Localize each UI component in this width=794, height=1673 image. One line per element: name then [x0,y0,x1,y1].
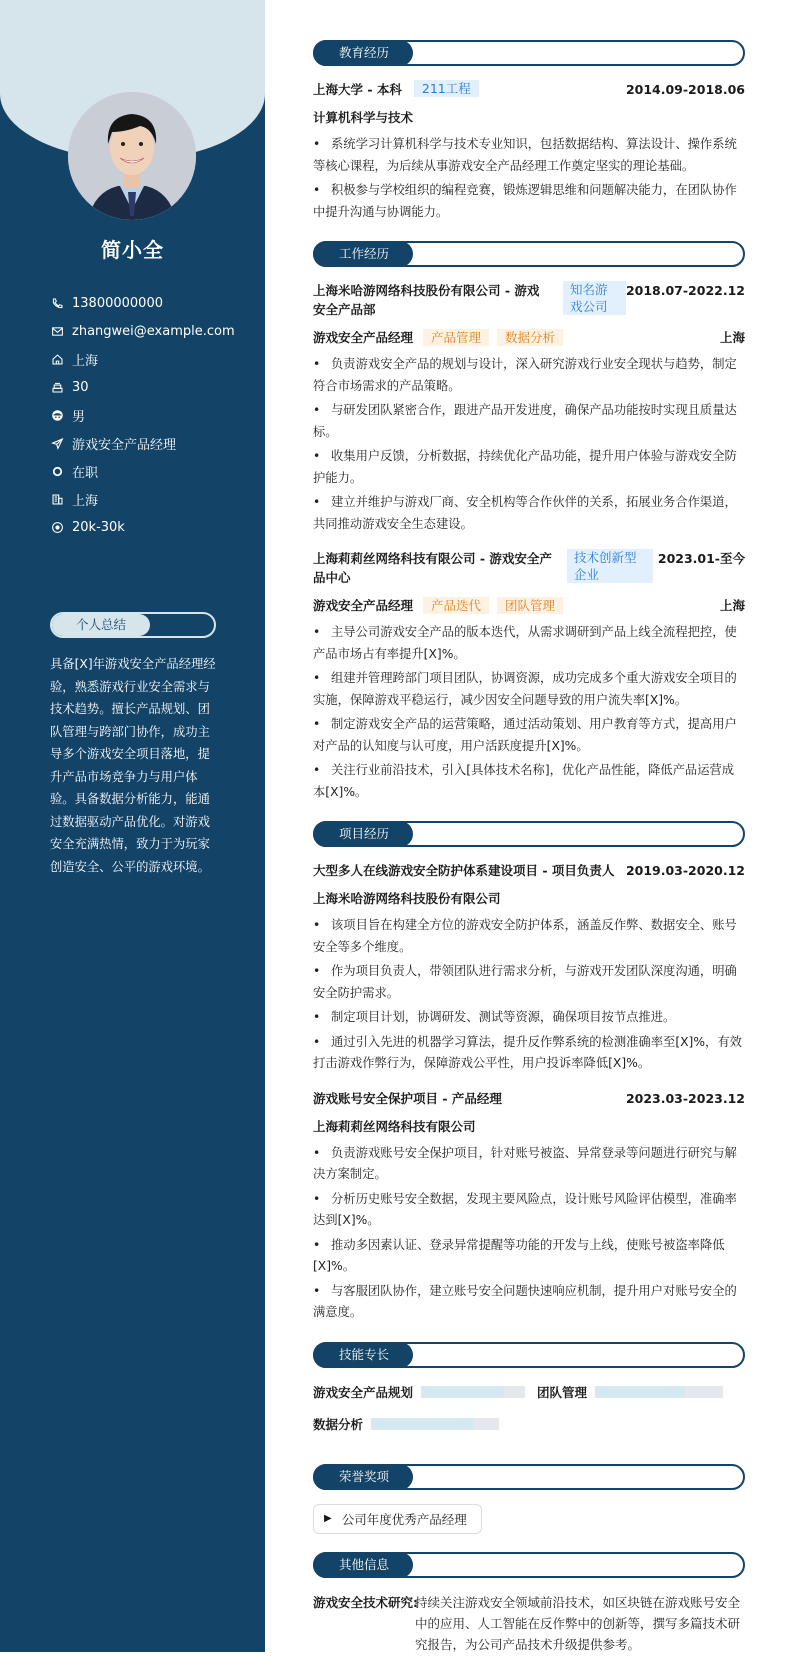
skill-name: 团队管理 [537,1384,588,1400]
skill-item [313,1382,525,1402]
project-bullets [313,1143,745,1324]
city-value: 上海 [72,493,99,509]
work-date: 2018.07-2022.12 [625,283,745,298]
list-item: • 制定游戏安全产品的运营策略，通过活动策划、用户教育等方式，提高用户对产品的认知度与认可度，用户活跃度提升[X]%。 [313,717,737,753]
project-name: 游戏账号安全保护项目 - 产品经理 [313,1090,502,1106]
list-item: • 与客服团队协作，建立账号安全问题快速响应机制，提升用户对账号安全的满意度。 [313,1283,737,1319]
skills-header [313,1342,745,1368]
send-icon [50,436,64,450]
list-item: • 与研发团队紧密合作，跟进产品开发进度，确保产品功能按时实现且质量达标。 [313,403,737,439]
gender-icon [50,408,64,422]
phone-icon [50,296,64,310]
job-location: 上海 [719,598,745,613]
mail-icon [50,324,64,338]
building-icon [50,492,64,506]
location-value: 上海 [72,353,99,369]
contact-gender [50,401,235,429]
other-label: 游戏安全技术研究: [313,1594,418,1610]
skills-list [313,1382,745,1446]
major: 计算机科学与技术 [313,110,414,125]
school-tag: 211工程 [414,80,479,97]
avatar-photo-icon [68,92,196,220]
gender-value: 男 [72,409,86,425]
project-company: 上海米哈游网络科技股份有限公司 [313,891,501,906]
contact-email [50,317,235,345]
list-item: • 分析历史账号安全数据，发现主要风险点，设计账号风险评估模型，准确率达到[X]%。 [313,1191,737,1227]
awards-title: 荣誉奖项 [313,1464,413,1490]
phone-value: 13800000000 [72,295,163,311]
skill-name: 数据分析 [313,1416,364,1432]
main-content [313,40,745,1673]
list-item: • 关注行业前沿技术，引入[具体技术名称]，优化产品性能，降低产品运营成本[X]%。 [313,763,735,799]
project-bullets [313,915,745,1075]
work-header [313,241,745,267]
project-date: 2019.03-2020.12 [625,863,745,878]
projects-title: 项目经历 [313,821,413,847]
skills-title: 技能专长 [313,1342,413,1368]
projects-header [313,821,745,847]
job-role: 游戏安全产品经理 [313,330,414,345]
projects-section [313,821,745,1324]
list-item: • 组建并管理跨部门项目团队，协调资源，成功完成多个重大游戏安全项目的实施，保障游戏平稳运行，减少因安全问题导致的用户流失率[X]%。 [313,671,737,707]
work-entry [313,549,745,803]
age-value: 30 [72,379,89,395]
company-name: 上海莉莉丝网络科技有限公司 - 游戏安全产品中心 [313,551,552,585]
education-date: 2014.09-2018.06 [625,82,745,97]
project-company: 上海莉莉丝网络科技有限公司 [313,1118,476,1134]
triangle-right-icon: ▶ [324,1513,332,1524]
list-item: • 负责游戏安全产品的规划与设计，深入研究游戏行业安全现状与趋势，制定符合市场需求的产品策略。 [313,357,737,393]
job-location: 上海 [719,330,745,345]
contact-list [50,289,235,541]
salary-icon [50,520,64,534]
contact-location [50,345,235,373]
skill-tag: 产品管理 [423,329,489,346]
award-item [313,1504,482,1534]
skill-bar [421,1386,525,1398]
work-bullets [313,354,745,535]
skill-tag: 产品迭代 [423,597,489,614]
contact-salary [50,513,235,541]
work-title: 工作经历 [313,241,413,267]
education-header [313,40,745,66]
email-value: zhangwei@example.com [72,323,235,339]
list-item: • 推动多因素认证、登录异常提醒等功能的开发与上线，使账号被盗率降低[X]%。 [313,1237,725,1273]
skill-item [313,1414,733,1434]
sidebar [0,0,265,1652]
summary-section-header [50,612,216,638]
work-section [313,241,745,803]
work-bullets [313,622,745,803]
other-item [313,1592,745,1655]
skills-section [313,1342,745,1446]
other-header [313,1552,745,1578]
awards-header [313,1464,745,1490]
project-entry [313,1089,745,1324]
contact-phone [50,289,235,317]
education-section [313,40,745,223]
list-item: • 制定项目计划，协调研发、测试等资源，确保项目按节点推进。 [313,1010,676,1024]
contact-position [50,429,235,457]
skill-tag: 团队管理 [497,597,563,614]
other-title: 其他信息 [313,1552,413,1578]
company-tag: 技术创新型企业 [567,549,653,583]
education-entry-header [313,80,745,99]
list-item: • 建立并维护与游戏厂商、安全机构等合作伙伴的关系，拓展业务合作渠道，共同推动游戏安全生态建设。 [313,495,737,531]
other-text: 持续关注游戏安全领域前沿技术，如区块链在游戏账号安全中的应用、人工智能在反作弊中的创新等，撰写多篇技术研究报告，为公司产品技术升级提供参考。 [415,1594,741,1652]
award-name: 公司年度优秀产品经理 [341,1511,467,1527]
project-name: 大型多人在线游戏安全防护体系建设项目 - 项目负责人 [313,863,615,878]
list-item: • 积极参与学校组织的编程竞赛，锻炼逻辑思维和问题解决能力，在团队协作中提升沟通与协调能力。 [313,183,737,219]
list-item: • 该项目旨在构建全方位的游戏安全防护体系，涵盖反作弊、数据安全、账号安全等多个维度。 [313,918,737,954]
list-item: • 系统学习计算机科学与技术专业知识，包括数据结构、算法设计、操作系统等核心课程，为后续从事游戏安全产品经理工作奠定坚实的理论基础。 [313,137,737,173]
company-name: 上海米哈游网络科技股份有限公司 - 游戏安全产品部 [313,283,540,317]
work-date: 2023.01-至今 [657,551,745,566]
skill-bar [595,1386,723,1398]
skill-item [537,1382,723,1402]
education-title: 教育经历 [313,40,413,66]
skill-name: 游戏安全产品规划 [313,1384,414,1400]
other-section [313,1552,745,1655]
project-entry [313,861,745,1075]
list-item: • 负责游戏账号安全保护项目，针对账号被盗、异常登录等问题进行研究与解决方案制定。 [313,1145,737,1181]
list-item: • 收集用户反馈，分析数据，持续优化产品功能，提升用户体验与游戏安全防护能力。 [313,449,737,485]
avatar [68,92,196,220]
skill-tag: 数据分析 [497,329,563,346]
skill-bar [371,1418,499,1430]
school-name: 上海大学 - 本科 [313,82,402,97]
position-value: 游戏安全产品经理 [72,437,177,453]
age-icon [50,380,64,394]
list-item: • 主导公司游戏安全产品的版本迭代，从需求调研到产品上线全流程把控，使产品市场占有率提升[X]%。 [313,625,737,661]
contact-status [50,457,235,485]
work-entry [313,281,745,535]
home-icon [50,352,64,366]
education-bullets [313,134,745,223]
contact-city [50,485,235,513]
salary-value: 20k-30k [72,519,125,535]
contact-age [50,373,235,401]
summary-text: 具备[X]年游戏安全产品经理经验，熟悉游戏行业安全需求与技术趋势。擅长产品规划、团队管理与跨部门协作，成功主导多个游戏安全项目落地，提升产品市场竞争力与用户体验。具备数据分析能力，能通过数据驱动产品优化。对游戏安全充满热情，致力于为玩家创造安全、公平的游戏环境。 [50,657,216,874]
status-icon [50,464,64,478]
project-date: 2023.03-2023.12 [625,1090,745,1106]
awards-section [313,1464,745,1534]
job-role: 游戏安全产品经理 [313,598,414,613]
list-item: • 作为项目负责人，带领团队进行需求分析，与游戏开发团队深度沟通，明确安全防护需求。 [313,964,737,1000]
list-item: • 通过引入先进的机器学习算法，提升反作弊系统的检测准确率至[X]%，有效打击游戏作弊行为，保障游戏公平性，用户投诉率降低[X]%。 [313,1034,742,1070]
summary-title: 个人总结 [52,614,150,636]
major-line [313,108,745,127]
company-tag: 知名游戏公司 [563,281,626,315]
status-value: 在职 [72,465,99,481]
candidate-name: 简小全 [101,238,164,262]
